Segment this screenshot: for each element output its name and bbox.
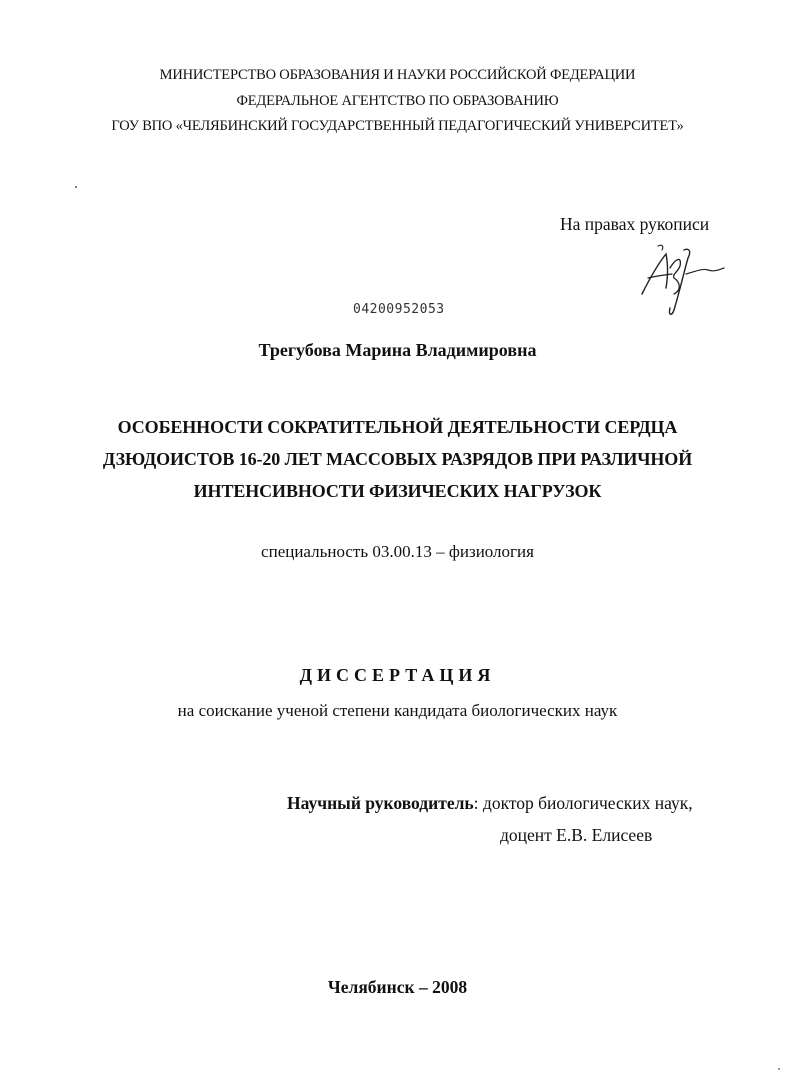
archive-code: 04200952053 bbox=[353, 302, 445, 317]
dissertation-title-line: ОСОБЕННОСТИ СОКРАТИТЕЛЬНОЙ ДЕЯТЕЛЬНОСТИ СЕРДЦА bbox=[117, 417, 678, 437]
dissertation-title-line: ИНТЕНСИВНОСТИ ФИЗИЧЕСКИХ НАГРУЗОК bbox=[193, 481, 602, 501]
agency-header-line: ФЕДЕРАЛЬНОЕ АГЕНТСТВО ПО ОБРАЗОВАНИЮ bbox=[236, 93, 559, 109]
dissertation-title-line: ДЗЮДОИСТОВ 16-20 ЛЕТ МАССОВЫХ РАЗРЯДОВ ПРИ РАЗЛИЧНОЙ bbox=[102, 449, 693, 469]
university-header-line: ГОУ ВПО «ЧЕЛЯБИНСКИЙ ГОСУДАРСТВЕННЫЙ ПЕДАГОГИЧЕСКИЙ УНИВЕРСИТЕТ» bbox=[111, 118, 684, 134]
scan-speck bbox=[778, 1068, 780, 1070]
handwritten-signature bbox=[628, 238, 728, 320]
supervisor-name: доцент Е.В. Елисеев bbox=[500, 825, 653, 845]
author-name: Трегубова Марина Владимировна bbox=[258, 340, 537, 360]
specialty-line: специальность 03.00.13 – физиология bbox=[261, 542, 534, 561]
document-type-heading: ДИССЕРТАЦИЯ bbox=[299, 665, 496, 685]
degree-line: на соискание ученой степени кандидата биологических наук bbox=[177, 701, 618, 720]
manuscript-rights-note: На правах рукописи bbox=[560, 214, 710, 234]
supervisor-line bbox=[287, 793, 693, 814]
ministry-header-line: МИНИСТЕРСТВО ОБРАЗОВАНИЯ И НАУКИ РОССИЙСКОЙ ФЕДЕРАЦИИ bbox=[159, 67, 636, 83]
scan-speck bbox=[75, 186, 77, 188]
supervisor-degree: : доктор биологических наук, bbox=[473, 793, 693, 813]
supervisor-label: Научный руководитель bbox=[287, 793, 474, 813]
city-year: Челябинск – 2008 bbox=[327, 977, 468, 997]
